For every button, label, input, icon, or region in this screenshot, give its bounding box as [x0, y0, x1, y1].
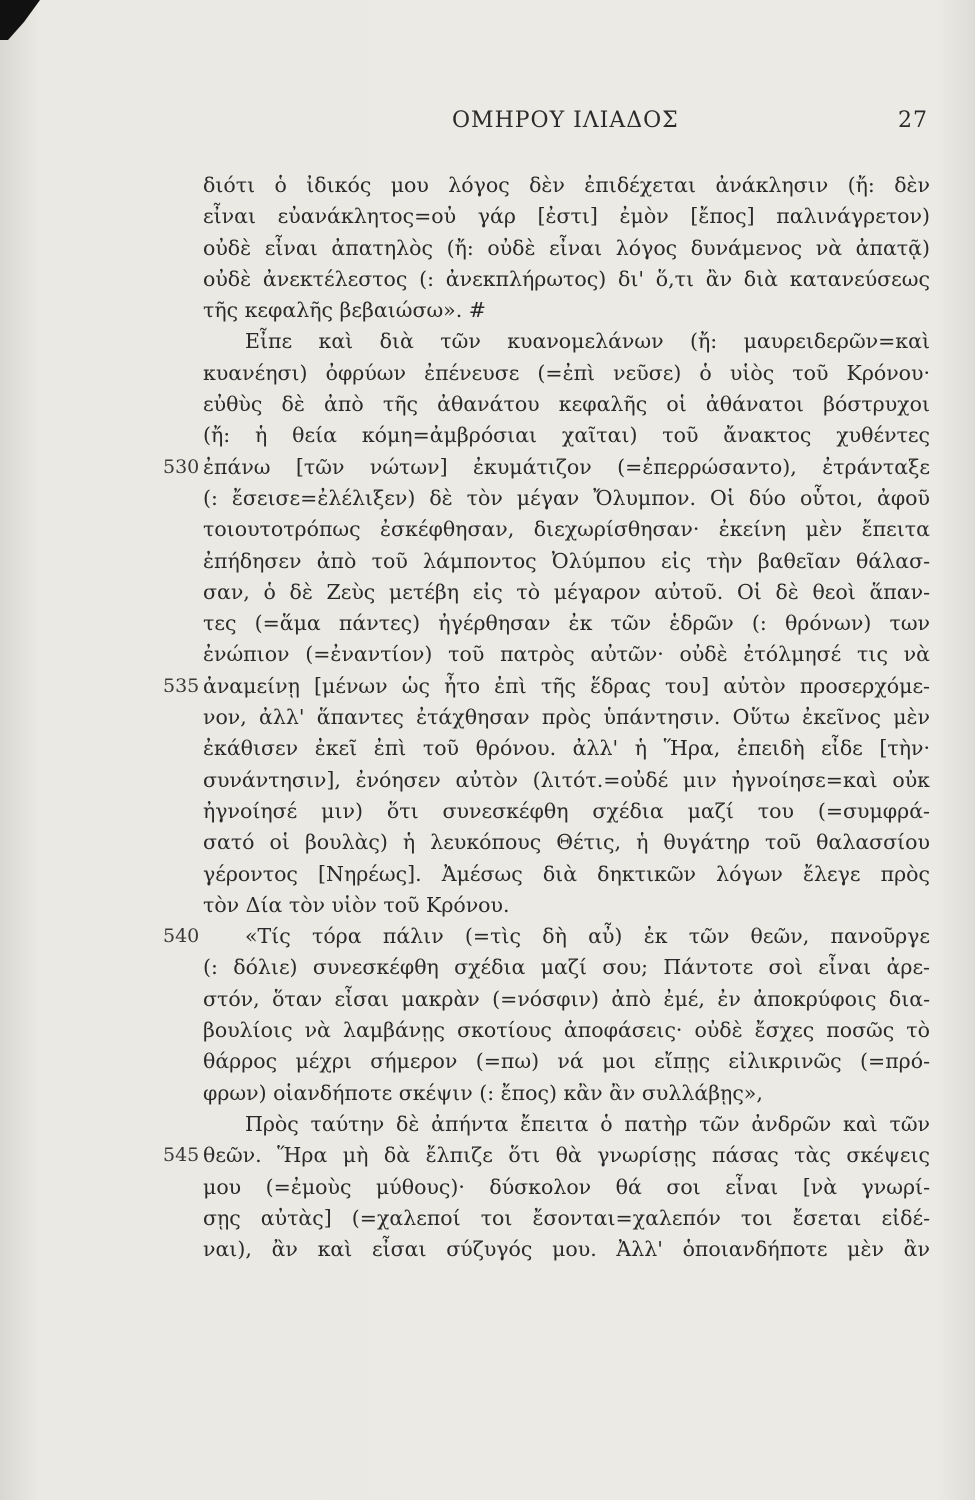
text-line	[203, 639, 930, 670]
corner-mark	[0, 0, 40, 40]
line-number: 535	[163, 674, 200, 697]
text-line	[203, 1078, 930, 1109]
line-number: 530	[163, 455, 200, 478]
line-text: ναι), ἂν καὶ εἶσαι σύζυγός μου. Ἀλλ' ὁποιανδήποτε μὲν ἂν	[203, 1237, 930, 1262]
text-line	[203, 326, 930, 357]
text-line	[203, 733, 930, 764]
text-line	[203, 170, 930, 201]
line-text: (ἤ: ἡ θεία κόμη=ἀμβρόσιαι χαῖται) τοῦ ἄνακτος χυθέντες	[203, 423, 930, 448]
text-line	[203, 420, 930, 451]
text-line	[203, 233, 930, 264]
text-line	[203, 514, 930, 545]
page-number: 27	[898, 108, 928, 133]
line-text: τὸν Δία τὸν υἱὸν τοῦ Κρόνου.	[203, 892, 510, 917]
text-line	[203, 358, 930, 389]
text-line	[203, 1109, 930, 1140]
line-text: φρων) οἱανδήποτε σκέψιν (: ἔπος) κἂν ἂν συλλάβῃς»,	[203, 1080, 763, 1105]
header-title: ΟΜΗΡΟΥ ΙΛΙΑΔΟΣ	[452, 108, 679, 133]
line-text: ἠγνοίησέ μιν) ὅτι συνεσκέφθη σχέδια μαζί του (=συμφρά-	[203, 798, 930, 823]
line-text: τῆς κεφαλῆς βεβαιώσω». #	[203, 298, 486, 323]
text-line	[163, 1140, 930, 1171]
text-line	[203, 1203, 930, 1234]
text-line	[203, 389, 930, 420]
text-line	[203, 859, 930, 890]
line-text: σατό οἱ βουλὰς) ἡ λευκόπους Θέτις, ἡ θυγάτηρ τοῦ θαλασσίου	[203, 830, 930, 855]
text-line	[203, 546, 930, 577]
line-text: ἐπάνω [τῶν νώτων] ἐκυμάτιζον (=ἐπερρώσαντο), ἐτράνταξε	[203, 454, 930, 479]
line-text: Πρὸς ταύτην δὲ ἀπήντα ἔπειτα ὁ πατὴρ τῶν ἀνδρῶν καὶ τῶν	[245, 1111, 930, 1136]
line-number: 540	[163, 925, 200, 948]
line-text: κυανέησι) ὀφρύων ἐπένευσε (=ἐπὶ νεῦσε) ὁ υἱὸς τοῦ Κρόνου·	[203, 360, 930, 385]
running-header	[0, 108, 975, 142]
text-line	[203, 1234, 930, 1265]
line-text: συνάντησιν], ἐνόησεν αὐτὸν (λιτότ.=οὐδέ μιν ἠγνοίησε=καὶ οὐκ	[203, 767, 930, 792]
line-text: εὐθὺς δὲ ἀπὸ τῆς ἀθανάτου κεφαλῆς οἱ ἀθάνατοι βόστρυχοι	[203, 392, 930, 417]
line-text: ἀναμείνῃ [μένων ὡς ἦτο ἐπὶ τῆς ἕδρας του] αὐτὸν προσερχόμε-	[203, 673, 930, 698]
text-line	[203, 295, 930, 326]
text-line	[203, 1046, 930, 1077]
line-text: «Τίς τόρα πάλιν (=τὶς δὴ αὖ) ἐκ τῶν θεῶν, πανοῦργε	[245, 924, 930, 949]
line-text: θάρρος μέχρι σήμερον (=πω) νά μοι εἴπῃς εἰλικρινῶς (=πρό-	[203, 1049, 930, 1074]
text-line	[203, 827, 930, 858]
line-text: διότι ὁ ἰδικός μου λόγος δὲν ἐπιδέχεται ἀνάκλησιν (ἤ: δὲν	[203, 173, 930, 197]
line-text: σαν, ὁ δὲ Ζεὺς μετέβη εἰς τὸ μέγαρον αὐτοῦ. Οἱ δὲ θεοὶ ἅπαν-	[203, 579, 930, 604]
text-line	[203, 264, 930, 295]
text-line	[203, 765, 930, 796]
text-line	[203, 984, 930, 1015]
line-text: σῃς αὐτὰς] (=χαλεποί τοι ἔσονται=χαλεπόν τοι ἔσεται εἰδέ-	[203, 1205, 930, 1230]
text-line	[163, 921, 930, 952]
text-line	[203, 483, 930, 514]
text-line	[203, 201, 930, 232]
line-text: (: δόλιε) συνεσκέφθη σχέδια μαζί σου; Πάντοτε σοὶ εἶναι ἀρε-	[203, 955, 930, 980]
text-line	[203, 1172, 930, 1203]
line-text: ἐπήδησεν ἀπὸ τοῦ λάμποντος Ὀλύμπου εἰς τὴν βαθεῖαν θάλασ-	[203, 548, 930, 573]
text-line	[203, 1015, 930, 1046]
line-text: βουλίοις νὰ λαμβάνῃς σκοτίους ἀποφάσεις· οὐδὲ ἔσχες ποσῶς τὸ	[203, 1018, 930, 1043]
text-block	[163, 170, 930, 1265]
text-line	[163, 452, 930, 483]
line-text: μου (=ἐμοὺς μύθους)· δύσκολον θά σοι εἶναι [νὰ γνωρί-	[203, 1174, 930, 1199]
line-text: (: ἔσεισε=ἐλέλιξεν) δὲ τὸν μέγαν Ὄλυμπον. Οἱ δύο οὗτοι, ἀφοῦ	[203, 485, 930, 510]
line-text: τοιουτοτρόπως ἐσκέφθησαν, διεχωρίσθησαν· ἐκείνη μὲν ἔπειτα	[203, 517, 930, 542]
line-text: στόν, ὅταν εἶσαι μακρὰν (=νόσφιν) ἀπὸ ἐμέ, ἐν ἀποκρύφοις δια-	[203, 986, 930, 1011]
line-text: νον, ἀλλ' ἅπαντες ἐτάχθησαν πρὸς ὑπάντησιν. Οὕτω ἐκεῖνος μὲν	[203, 705, 930, 730]
text-line	[203, 796, 930, 827]
line-text: γέροντος [Νηρέως]. Ἀμέσως διὰ δηκτικῶν λόγων ἔλεγε πρὸς	[203, 861, 930, 886]
line-text: Εἶπε καὶ διὰ τῶν κυανομελάνων (ἤ: μαυρειδερῶν=καὶ	[245, 329, 930, 354]
text-line	[203, 952, 930, 983]
text-line	[203, 577, 930, 608]
text-line	[203, 608, 930, 639]
line-text: ἐκάθισεν ἐκεῖ ἐπὶ τοῦ θρόνου. ἀλλ' ἡ Ἥρα, ἐπειδὴ εἶδε [τὴν·	[203, 736, 930, 761]
line-text: τες (=ἅμα πάντες) ἠγέρθησαν ἐκ τῶν ἑδρῶν (: θρόνων) των	[203, 611, 930, 636]
line-number: 545	[163, 1144, 200, 1167]
text-line	[203, 890, 930, 921]
line-text: οὐδὲ ἀνεκτέλεστος (: ἀνεκπλήρωτος) δι' ὅ,τι ἂν διὰ κατανεύσεως	[203, 266, 930, 291]
line-text: οὐδὲ εἶναι ἀπατηλὸς (ἤ: οὐδὲ εἶναι λόγος δυνάμενος νὰ ἀπατᾷ)	[203, 235, 930, 260]
text-line	[163, 671, 930, 702]
line-text: θεῶν. Ἥρα μὴ δὰ ἔλπιζε ὅτι θὰ γνωρίσῃς πάσας τὰς σκέψεις	[203, 1143, 930, 1168]
line-text: εἶναι εὐανάκλητος=οὐ γάρ [ἐστι] ἐμὸν [ἔπος] παλινάγρετον)	[203, 204, 930, 229]
line-text: ἐνώπιον (=ἐναντίον) τοῦ πατρὸς αὐτῶν· οὐδὲ ἐτόλμησέ τις νὰ	[203, 642, 930, 667]
text-line	[203, 702, 930, 733]
